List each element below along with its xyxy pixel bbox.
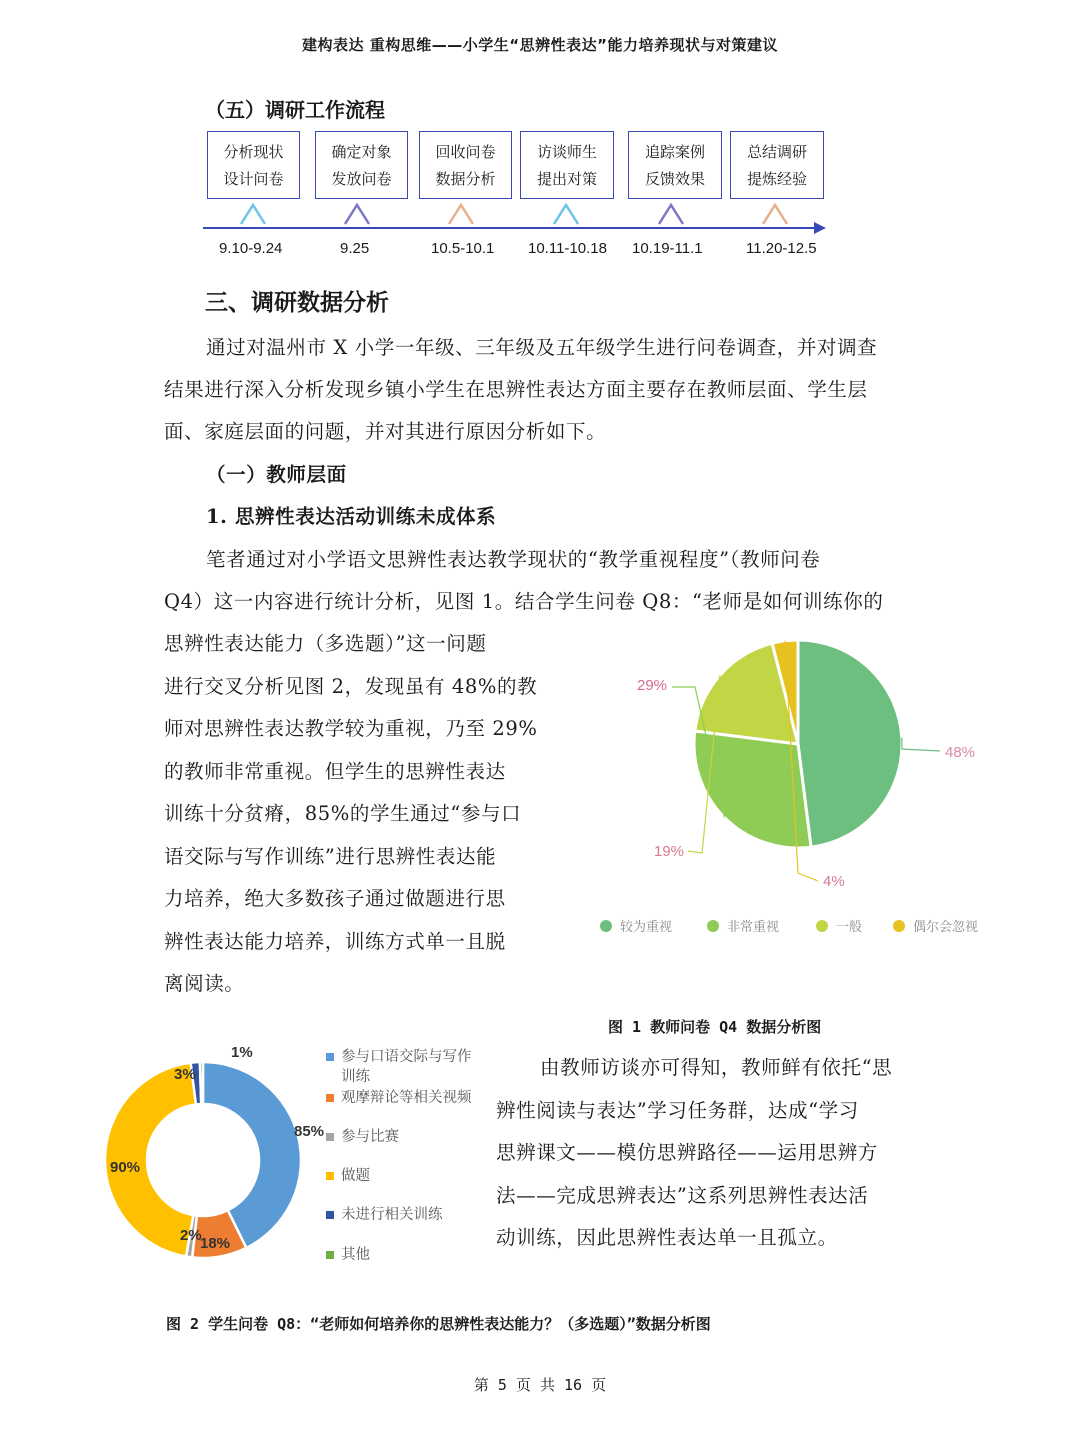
- legend-swatch: [816, 920, 828, 932]
- figure-2-caption: 图 2 学生问卷 Q8：“老师如何培养你的思辨性表达能力？（多选题）”数据分析图: [166, 1315, 711, 1333]
- workflow-step-line1: 回收问卷: [435, 143, 496, 161]
- workflow-marker-1: [241, 205, 265, 224]
- page-footer: 第 5 页 共 16 页: [473, 1376, 607, 1394]
- left-column-line: 离阅读。: [164, 972, 245, 995]
- workflow-step-5: [628, 131, 722, 199]
- legend-swatch: [326, 1172, 334, 1180]
- workflow-step-6: [730, 131, 824, 199]
- section-title-workflow: （五）调研工作流程: [205, 98, 385, 122]
- right-column-line: 由教师访谈亦可得知，教师鲜有依托“思: [540, 1056, 893, 1079]
- workflow-step-2: [315, 131, 408, 199]
- figure-1-caption: 图 1 教师问卷 Q4 数据分析图: [608, 1018, 822, 1036]
- left-column-line: 思辨性表达能力（多选题）”这一问题: [164, 632, 487, 655]
- pie-leader-line: [902, 737, 940, 751]
- workflow-step-line2: 设计问卷: [223, 170, 284, 188]
- donut-data-label: 90%: [110, 1159, 141, 1176]
- workflow-date-4: 10.11-10.18: [528, 240, 607, 257]
- workflow-marker-3: [449, 205, 473, 224]
- workflow-step-line2: 数据分析: [435, 170, 496, 188]
- legend-swatch: [326, 1053, 334, 1061]
- workflow-marker-5: [659, 205, 683, 224]
- right-column-line: 动训练，因此思辨性表达单一且孤立。: [496, 1226, 838, 1249]
- donut-data-label: 85%: [294, 1123, 325, 1140]
- running-header: 建构表达 重构思维——小学生“思辨性表达”能力培养现状与对策建议: [302, 36, 778, 54]
- left-column-line: 师对思辨性表达教学较为重视，乃至 29%: [164, 717, 538, 740]
- legend-label: 观摩辩论等相关视频: [341, 1090, 472, 1106]
- workflow-step-4: [520, 131, 614, 199]
- pie-data-label: 4%: [823, 873, 845, 890]
- intro-line-1: 通过对温州市 X 小学一年级、三年级及五年级学生进行问卷调查，并对调查: [206, 336, 878, 359]
- workflow-date-2: 9.25: [340, 240, 370, 257]
- workflow-step-line2: 发放问卷: [331, 170, 392, 188]
- legend-swatch: [326, 1251, 334, 1259]
- section-title-analysis: 三、调研数据分析: [205, 290, 389, 316]
- legend-swatch: [600, 920, 612, 932]
- left-column-line: 的教师非常重视。但学生的思辨性表达: [164, 759, 506, 783]
- legend-label: 未进行相关训练: [341, 1207, 443, 1223]
- workflow-step-line2: 反馈效果: [644, 170, 705, 188]
- legend-swatch: [707, 920, 719, 932]
- donut-data-label: 3%: [174, 1066, 196, 1083]
- pie-data-label: 29%: [637, 677, 668, 694]
- workflow-step-line1: 访谈师生: [536, 143, 597, 161]
- intro-line-3: 面、家庭层面的问题，并对其进行原因分析如下。: [164, 420, 607, 443]
- intro-line-2: 结果进行深入分析发现乡镇小学生在思辨性表达方面主要存在教师层面、学生层: [164, 378, 868, 401]
- workflow-step-line2: 提炼经验: [746, 170, 807, 188]
- legend-swatch: [326, 1133, 334, 1141]
- left-column-line: 语交际与写作训练”进行思辨性表达能: [164, 844, 497, 868]
- point-title-1: 1. 思辨性表达活动训练未成体系: [206, 505, 497, 528]
- workflow-marker-4: [554, 205, 578, 224]
- left-column-line: 辨性表达能力培养，训练方式单一且脱: [164, 929, 506, 953]
- legend-label: 偶尔会忽视: [913, 920, 979, 935]
- body-line-1: 笔者通过对小学语文思辨性表达教学现状的“教学重视程度”（教师问卷: [206, 548, 821, 571]
- workflow-step-line1: 确定对象: [331, 143, 392, 161]
- donut-data-label: 1%: [231, 1044, 253, 1061]
- legend-label: 非常重视: [727, 920, 780, 935]
- donut-data-label: 18%: [200, 1235, 231, 1252]
- pie-data-label: 19%: [654, 843, 685, 860]
- figure-1-pie-chart: [560, 625, 1010, 955]
- legend-swatch: [326, 1094, 334, 1102]
- legend-label: 一般: [836, 920, 863, 935]
- workflow-marker-6: [763, 205, 787, 224]
- legend-swatch: [893, 920, 905, 932]
- donut-slice-6: [200, 1062, 203, 1104]
- legend-label: 参与比赛: [341, 1129, 399, 1145]
- legend-label: 较为重视: [620, 920, 673, 935]
- body-line-2: Q4）这一内容进行统计分析，见图 1。结合学生问卷 Q8：“老师是如何训练你的: [164, 590, 884, 613]
- pie-data-label: 48%: [945, 744, 976, 761]
- legend-label: 其他: [341, 1247, 370, 1263]
- workflow-date-6: 11.20-12.5: [746, 240, 817, 257]
- workflow-marker-2: [345, 205, 369, 224]
- workflow-step-1: [207, 131, 300, 199]
- workflow-step-3: [419, 131, 512, 199]
- workflow-date-3: 10.5-10.1: [431, 240, 495, 257]
- subsection-title-teacher: （一）教师层面: [206, 463, 347, 486]
- legend-label: 做题: [341, 1168, 370, 1184]
- right-column-line: 辨性阅读与表达”学习任务群，达成“学习: [496, 1098, 859, 1122]
- workflow-step-line1: 总结调研: [746, 143, 807, 161]
- left-column-line: 训练十分贫瘠，85%的学生通过“参与口: [164, 802, 522, 825]
- timeline-arrowhead: [814, 222, 826, 234]
- right-column-line: 思辨课文——模仿思辨路径——运用思辨方: [496, 1141, 878, 1164]
- workflow-step-line1: 分析现状: [223, 143, 284, 161]
- workflow-step-line1: 追踪案例: [644, 143, 705, 161]
- left-column-line: 力培养，绝大多数孩子通过做题进行思: [164, 887, 506, 910]
- right-column-line: 法——完成思辨表达”这系列思辨性表达活: [496, 1183, 869, 1207]
- workflow-step-line2: 提出对策: [536, 170, 597, 188]
- legend-swatch: [326, 1211, 334, 1219]
- legend-label: 参与口语交际与写作训练: [341, 1049, 472, 1085]
- donut-data-label: 2%: [180, 1227, 202, 1244]
- workflow-date-5: 10.19-11.1: [632, 240, 703, 257]
- pie-slice-1: [798, 640, 902, 847]
- workflow-date-1: 9.10-9.24: [219, 240, 283, 257]
- left-column-line: 进行交叉分析见图 2，发现虽有 48%的教: [164, 674, 538, 698]
